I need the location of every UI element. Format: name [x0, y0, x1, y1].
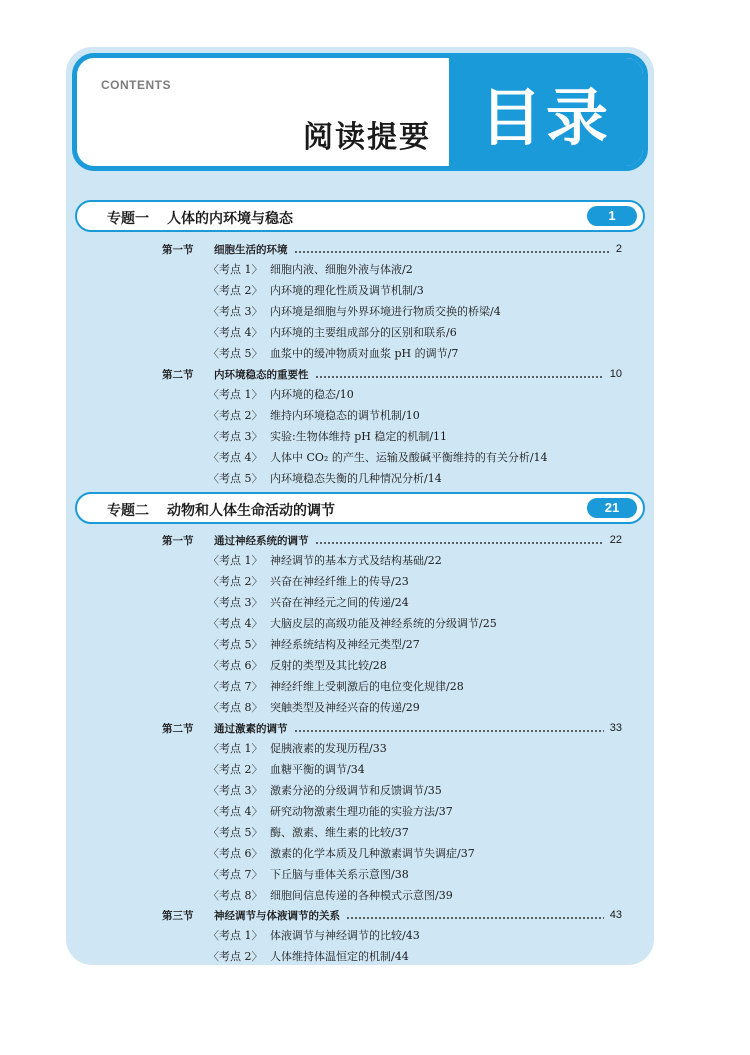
kaodian-text: 内环境稳态失衡的几种情况分析/14	[270, 472, 442, 485]
section-title: 通过神经系统的调节	[214, 534, 309, 547]
kaodian-item[interactable]	[208, 281, 424, 299]
section-title: 通过激素的调节	[214, 722, 288, 735]
kaodian-text: 激素分泌的分级调节和反馈调节/35	[270, 784, 442, 797]
kaodian-item[interactable]	[208, 593, 409, 611]
kaodian-text: 激素的化学本质及几种激素调节失调症/37	[270, 847, 475, 860]
kaodian-item[interactable]	[208, 781, 442, 799]
section-row[interactable]	[162, 906, 622, 924]
kaodian-item[interactable]	[208, 344, 458, 362]
section-row[interactable]	[162, 531, 622, 549]
kaodian-label: 〈考点 7〉	[208, 868, 263, 881]
section-page: 43	[609, 909, 622, 921]
topic-label: 专题一	[107, 211, 149, 227]
topic-label: 专题二	[107, 503, 149, 519]
kaodian-label: 〈考点 3〉	[208, 305, 263, 318]
section-label: 第一节	[162, 243, 194, 256]
dot-leader	[315, 542, 604, 544]
kaodian-text: 维持内环境稳态的调节机制/10	[270, 409, 420, 422]
kaodian-item[interactable]	[208, 323, 457, 341]
dot-leader	[346, 917, 604, 919]
section-title: 细胞生活的环境	[214, 243, 288, 256]
kaodian-text: 神经纤维上受刺激后的电位变化规律/28	[270, 680, 464, 693]
kaodian-text: 兴奋在神经纤维上的传导/23	[270, 575, 409, 588]
kaodian-item[interactable]	[208, 551, 442, 569]
kaodian-item[interactable]	[208, 823, 409, 841]
kaodian-text: 血浆中的缓冲物质对血浆 pH 的调节/7	[270, 347, 459, 360]
dot-leader	[315, 376, 604, 378]
topic-title	[107, 208, 293, 228]
kaodian-item[interactable]	[208, 947, 409, 965]
kaodian-text: 神经系统结构及神经元类型/27	[270, 638, 420, 651]
dot-leader	[294, 730, 604, 732]
kaodian-item[interactable]	[208, 406, 420, 424]
kaodian-label: 〈考点 6〉	[208, 659, 263, 672]
section-title: 内环境稳态的重要性	[214, 368, 309, 381]
section-page: 33	[609, 722, 622, 734]
kaodian-text: 内环境的主要组成部分的区别和联系/6	[270, 326, 457, 339]
section-label: 第二节	[162, 722, 194, 735]
section-page: 22	[609, 534, 622, 546]
header-subtitle: 阅读提要	[303, 120, 431, 155]
topic-page-badge: 21	[587, 498, 637, 518]
section-label: 第一节	[162, 534, 194, 547]
topic-name: 动物和人体生命活动的调节	[167, 503, 335, 519]
kaodian-text: 人体中 CO₂ 的产生、运输及酸碱平衡维持的有关分析/14	[270, 451, 548, 464]
kaodian-label: 〈考点 2〉	[208, 409, 263, 422]
topic-title	[107, 500, 335, 520]
kaodian-label: 〈考点 2〉	[208, 763, 263, 776]
kaodian-label: 〈考点 6〉	[208, 847, 263, 860]
kaodian-label: 〈考点 4〉	[208, 805, 263, 818]
kaodian-item[interactable]	[208, 926, 420, 944]
kaodian-label: 〈考点 2〉	[208, 284, 263, 297]
kaodian-item[interactable]	[208, 865, 409, 883]
kaodian-text: 内环境是细胞与外界环境进行物质交换的桥梁/4	[270, 305, 501, 318]
kaodian-text: 细胞间信息传递的各种模式示意图/39	[270, 889, 453, 902]
kaodian-item[interactable]	[208, 760, 365, 778]
section-page: 2	[615, 243, 622, 255]
section-label: 第二节	[162, 368, 194, 381]
topic-name: 人体的内环境与稳态	[167, 211, 293, 227]
kaodian-text: 神经调节的基本方式及结构基础/22	[270, 554, 442, 567]
kaodian-text: 细胞内液、细胞外液与体液/2	[270, 263, 413, 276]
dot-leader	[294, 251, 610, 253]
kaodian-text: 促胰液素的发现历程/33	[270, 742, 387, 755]
section-title: 神经调节与体液调节的关系	[214, 909, 340, 922]
section-row[interactable]	[162, 719, 622, 737]
kaodian-label: 〈考点 7〉	[208, 680, 263, 693]
kaodian-item[interactable]	[208, 886, 453, 904]
header-title: 目录	[479, 80, 612, 154]
kaodian-label: 〈考点 5〉	[208, 826, 263, 839]
kaodian-item[interactable]	[208, 614, 497, 632]
kaodian-label: 〈考点 5〉	[208, 472, 263, 485]
toc-header	[72, 53, 648, 171]
topic-bar[interactable]	[75, 200, 645, 232]
kaodian-label: 〈考点 8〉	[208, 889, 263, 902]
kaodian-text: 人体维持体温恒定的机制/44	[270, 950, 409, 963]
section-row[interactable]	[162, 240, 622, 258]
kaodian-item[interactable]	[208, 844, 475, 862]
kaodian-label: 〈考点 5〉	[208, 638, 263, 651]
kaodian-item[interactable]	[208, 739, 387, 757]
kaodian-label: 〈考点 2〉	[208, 575, 263, 588]
kaodian-label: 〈考点 1〉	[208, 742, 263, 755]
kaodian-label: 〈考点 1〉	[208, 929, 263, 942]
topic-page-badge: 1	[587, 206, 637, 226]
kaodian-item[interactable]	[208, 427, 447, 445]
kaodian-text: 内环境的稳态/10	[270, 388, 354, 401]
kaodian-item[interactable]	[208, 677, 464, 695]
kaodian-text: 兴奋在神经元之间的传递/24	[270, 596, 409, 609]
kaodian-text: 体液调节与神经调节的比较/43	[270, 929, 420, 942]
kaodian-text: 酶、激素、维生素的比较/37	[270, 826, 409, 839]
kaodian-label: 〈考点 4〉	[208, 326, 263, 339]
kaodian-item[interactable]	[208, 635, 420, 653]
kaodian-item[interactable]	[208, 656, 387, 674]
kaodian-text: 实验:生物体维持 pH 稳定的机制/11	[270, 430, 448, 443]
kaodian-label: 〈考点 1〉	[208, 554, 263, 567]
kaodian-text: 突触类型及神经兴奋的传递/29	[270, 701, 420, 714]
kaodian-item[interactable]	[208, 802, 453, 820]
kaodian-label: 〈考点 8〉	[208, 701, 263, 714]
topic-bar[interactable]	[75, 492, 645, 524]
kaodian-text: 反射的类型及其比较/28	[270, 659, 387, 672]
kaodian-text: 下丘脑与垂体关系示意图/38	[270, 868, 409, 881]
kaodian-label: 〈考点 3〉	[208, 784, 263, 797]
kaodian-label: 〈考点 4〉	[208, 617, 263, 630]
kaodian-item[interactable]	[208, 448, 548, 466]
section-row[interactable]	[162, 365, 622, 383]
kaodian-text: 血糖平衡的调节/34	[270, 763, 365, 776]
kaodian-item[interactable]	[208, 698, 420, 716]
kaodian-text: 内环境的理化性质及调节机制/3	[270, 284, 424, 297]
kaodian-item[interactable]	[208, 302, 501, 320]
kaodian-label: 〈考点 4〉	[208, 451, 263, 464]
kaodian-item[interactable]	[208, 572, 409, 590]
kaodian-label: 〈考点 3〉	[208, 596, 263, 609]
kaodian-item[interactable]	[208, 385, 354, 403]
kaodian-item[interactable]	[208, 469, 442, 487]
section-label: 第三节	[162, 909, 194, 922]
kaodian-label: 〈考点 3〉	[208, 430, 263, 443]
kaodian-item[interactable]	[208, 260, 413, 278]
kaodian-label: 〈考点 2〉	[208, 950, 263, 963]
contents-label: CONTENTS	[101, 78, 171, 92]
kaodian-label: 〈考点 1〉	[208, 263, 263, 276]
header-title-block	[449, 58, 643, 166]
kaodian-label: 〈考点 5〉	[208, 347, 263, 360]
kaodian-label: 〈考点 1〉	[208, 388, 263, 401]
kaodian-text: 大脑皮层的高级功能及神经系统的分级调节/25	[270, 617, 497, 630]
section-page: 10	[609, 368, 622, 380]
kaodian-text: 研究动物激素生理功能的实验方法/37	[270, 805, 453, 818]
